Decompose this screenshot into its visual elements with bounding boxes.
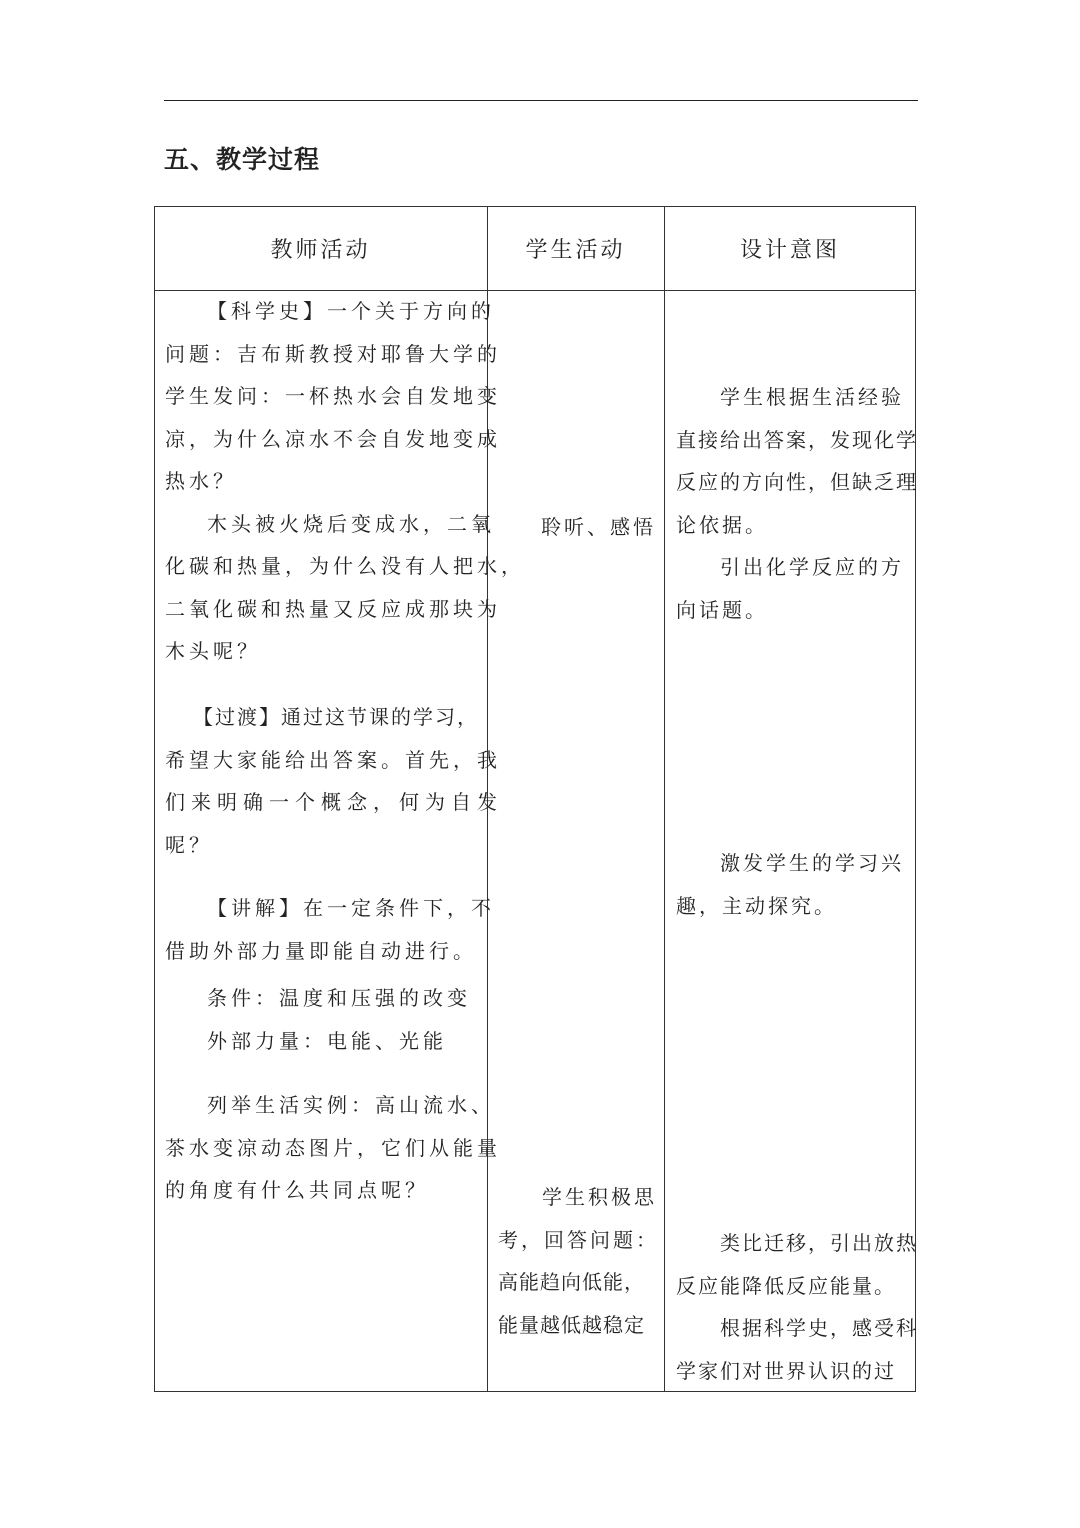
text-line: 们来明确一个概念，何为自发 [165, 790, 503, 814]
text-line: 学生根据生活经验 [720, 385, 904, 409]
text-line: 凉，为什么凉水不会自发地变成 [165, 426, 501, 451]
text-line: 激发学生的学习兴 [720, 851, 904, 875]
text-line: 根据科学史，感受科 [720, 1316, 918, 1340]
text-line: 木头呢？ [165, 639, 261, 663]
header-rule [164, 100, 918, 101]
text-line: 茶水变凉动态图片，它们从能量 [165, 1135, 501, 1160]
text-line: 学生发问：一杯热水会自发地变 [165, 384, 501, 408]
text-line: 反应的方向性，但缺乏理 [676, 470, 918, 494]
text-line: 的角度有什么共同点呢？ [165, 1178, 429, 1202]
column-divider [664, 206, 665, 1392]
text-line: 类比迁移，引出放热 [720, 1231, 918, 1255]
student-listen [541, 506, 656, 549]
text-line: 论依据。 [676, 512, 768, 537]
text-line: 条件：温度和压强的改变 [207, 986, 471, 1010]
design-intent-answer [676, 376, 918, 631]
header-design-intent: 设计意图 [739, 237, 840, 263]
text-line: 列举生活实例：高山流水、 [207, 1093, 495, 1117]
text-line: 高能趋向低能， [498, 1270, 645, 1294]
teacher-life-examples [165, 1084, 501, 1212]
teacher-transition [165, 696, 503, 866]
text-line: 向话题。 [676, 597, 768, 622]
text-line: 反应能降低反应能量。 [676, 1273, 896, 1298]
design-intent-interest [676, 842, 904, 927]
design-intent-analogy [676, 1222, 918, 1392]
text-line: 能量越低越稳定 [498, 1312, 645, 1337]
text-line: 趣，主动探究。 [676, 893, 837, 918]
text-line: 希望大家能给出答案。首先，我 [165, 747, 501, 772]
text-line: 借助外部力量即能自动进行。 [165, 938, 477, 963]
student-thinking [498, 1176, 659, 1346]
text-line: 学家们对世界认识的过 [676, 1358, 896, 1383]
text-line: 外部力量：电能、光能 [207, 1028, 447, 1053]
text-line: 考，回答问题： [498, 1227, 659, 1252]
text-line: 【科学史】一个关于方向的 [207, 299, 495, 323]
text-line: 问题：吉布斯教授对耶鲁大学的 [165, 341, 501, 366]
text-line: 直接给出答案，发现化学 [676, 427, 918, 452]
header-student-activity: 学生活动 [525, 237, 626, 263]
teacher-conditions [207, 977, 471, 1062]
text-line: 引出化学反应的方 [720, 555, 904, 579]
teacher-science-history [165, 290, 525, 673]
text-line: 化碳和热量，为什么没有人把水， [165, 554, 525, 578]
text-line: 学生积极思 [542, 1185, 657, 1209]
text-line: 呢？ [165, 832, 213, 857]
text-line: 木头被火烧后变成水，二氧 [207, 511, 495, 536]
text-line: 【过渡】通过这节课的学习， [193, 705, 479, 729]
section-title: 五、教学过程 [164, 145, 321, 174]
header-teacher-activity: 教师活动 [270, 237, 371, 263]
text-line: 二氧化碳和热量又反应成那块为 [165, 596, 501, 621]
text-line: 【讲解】在一定条件下，不 [207, 896, 495, 920]
text-line: 热水？ [165, 469, 237, 493]
teacher-explanation [165, 887, 495, 972]
text-line: 聆听、感悟 [541, 515, 656, 539]
